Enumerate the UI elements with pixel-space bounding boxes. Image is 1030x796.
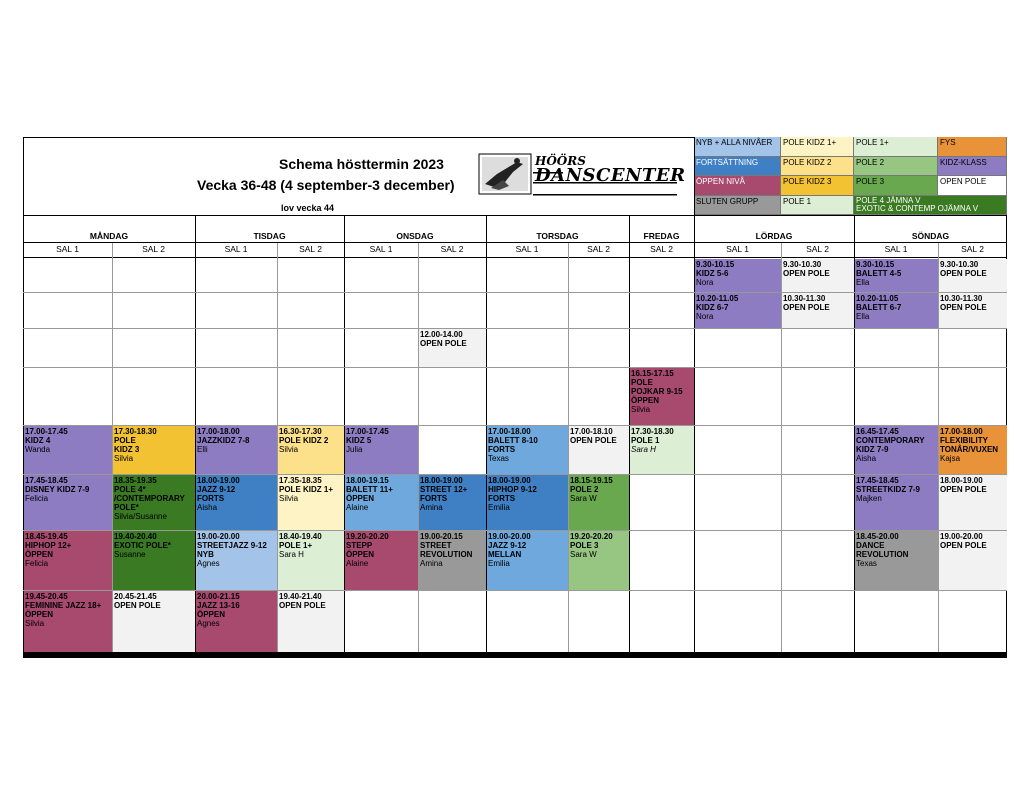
class-cell[interactable]	[24, 591, 112, 652]
class-cell[interactable]	[630, 426, 694, 474]
class-teacher: Wanda	[25, 445, 51, 454]
day-header: MÅNDAG	[89, 231, 129, 241]
class-cell[interactable]	[419, 475, 486, 530]
class-time: 18.35-19.35	[114, 476, 157, 485]
class-cell[interactable]	[196, 591, 277, 652]
day-header: TORSDAG	[536, 231, 579, 241]
class-teacher: Agnes	[197, 559, 220, 568]
class-time: 19.20-20.20	[346, 532, 389, 541]
class-time: 17.00-17.45	[25, 427, 68, 436]
class-cell[interactable]	[196, 426, 277, 474]
legend-item: POLE KIDZ 2	[781, 157, 854, 176]
class-name: DISNEY KIDZ 7-9	[25, 485, 90, 494]
sal-header: SAL 1	[56, 244, 79, 254]
class-name: POLE 4*	[114, 485, 146, 494]
class-cell[interactable]	[487, 475, 568, 530]
class-name: /CONTEMPORARY	[114, 494, 185, 503]
class-name: KIDZ 6-7	[696, 303, 729, 312]
class-name: NYB	[197, 550, 214, 559]
class-time: 9.30-10.30	[783, 260, 822, 269]
legend-item: POLE 1	[781, 196, 854, 215]
class-cell[interactable]	[939, 259, 1007, 292]
class-cell[interactable]	[782, 259, 854, 292]
class-teacher: Sara W	[570, 550, 597, 559]
class-teacher: Texas	[488, 454, 509, 463]
class-teacher: Silvia	[279, 445, 299, 454]
class-time: 19.45-20.45	[25, 592, 68, 601]
legend-item: FORTSÄTTNING	[694, 157, 781, 176]
class-cell[interactable]	[113, 475, 195, 530]
class-name: TONÅR/VUXEN	[940, 445, 999, 454]
class-name: KIDZ 5	[346, 436, 372, 445]
class-time: 20.00-21.15	[197, 592, 240, 601]
sal-header: SAL 2	[961, 244, 984, 254]
class-name: POLE*	[114, 503, 139, 512]
legend-item: POLE 4 JÄMNA V EXOTIC & CONTEMP OJÄMNA V	[854, 196, 1007, 215]
class-time: 16.15-17.15	[631, 369, 674, 378]
class-name: FORTS	[197, 494, 225, 503]
class-time: 10.20-11.05	[856, 294, 899, 303]
class-teacher: Susanne	[114, 550, 146, 559]
class-name: ÖPPEN	[346, 494, 375, 503]
class-name: FEMININE JAZZ 18+	[25, 601, 102, 610]
legend-item: OPEN POLE	[938, 176, 1007, 196]
class-cell[interactable]	[419, 329, 486, 367]
class-cell[interactable]	[196, 531, 277, 590]
class-time: 17.00-18.00	[197, 427, 240, 436]
class-name: HIPHOP 9-12	[488, 485, 537, 494]
page-subtitle: Vecka 36-48 (4 september-3 december)	[197, 177, 455, 193]
class-cell[interactable]	[939, 531, 1007, 590]
sal-header: SAL 2	[440, 244, 464, 254]
class-name: JAZZ 9-12	[197, 485, 236, 494]
sal-header: SAL 2	[650, 244, 673, 254]
class-name: OPEN POLE	[940, 303, 987, 312]
class-teacher: Agnes	[197, 619, 220, 628]
class-cell[interactable]	[278, 591, 344, 652]
class-name: ÖPPEN	[25, 550, 54, 559]
grid-hline	[23, 328, 1007, 329]
class-name: BALETT 11+	[346, 485, 393, 494]
class-name: ÖPPEN	[631, 396, 660, 405]
class-time: 19.00-20.00	[488, 532, 531, 541]
class-cell[interactable]	[855, 475, 938, 530]
class-time: 17.45-18.45	[856, 476, 899, 485]
class-cell[interactable]	[695, 293, 781, 328]
class-time: 17.00-18.00	[488, 427, 531, 436]
class-name: MELLAN	[488, 550, 522, 559]
class-cell[interactable]	[345, 426, 418, 474]
class-name: DANCE	[856, 541, 885, 550]
logo-text-top: HÖÖRS	[535, 154, 586, 168]
class-name: ÖPPEN	[346, 550, 375, 559]
class-teacher: Texas	[856, 559, 877, 568]
class-name: OPEN POLE	[940, 269, 987, 278]
class-name: EXOTIC POLE*	[114, 541, 171, 550]
sal-header: SAL 1	[884, 244, 908, 254]
class-name: ÖPPEN	[197, 610, 226, 619]
class-name: OPEN POLE	[783, 303, 830, 312]
legend-item: ÖPPEN NIVÅ	[694, 176, 781, 196]
class-name: OPEN POLE	[940, 485, 987, 494]
class-cell[interactable]	[939, 426, 1007, 474]
class-teacher: Amina	[420, 559, 443, 568]
class-name: REVOLUTION	[420, 550, 473, 559]
class-name: OPEN POLE	[940, 541, 987, 550]
bottom-bar	[23, 652, 1007, 658]
class-time: 18.45-20.00	[856, 532, 899, 541]
class-teacher: Silvia	[114, 454, 134, 463]
class-time: 10.30-11.30	[783, 294, 826, 303]
class-time: 17.00-18.10	[570, 427, 613, 436]
class-time: 17.00-17.45	[346, 427, 389, 436]
day-header: LÖRDAG	[755, 231, 793, 241]
class-cell[interactable]	[939, 293, 1007, 328]
class-name: POJKAR 9-15	[631, 387, 683, 396]
sal-header: SAL 1	[224, 244, 248, 254]
class-name: FORTS	[420, 494, 448, 503]
legend-item: NYB + ALLA NIVÅER	[694, 137, 781, 157]
class-teacher: Ella	[856, 312, 870, 321]
class-name: POLE	[114, 436, 136, 445]
holiday-note: lov vecka 44	[281, 203, 335, 213]
class-teacher: Majken	[856, 494, 882, 503]
sal-divider	[23, 257, 1007, 258]
class-teacher: Aisha	[197, 503, 218, 512]
class-cell[interactable]	[345, 475, 418, 530]
header-divider	[23, 215, 1007, 216]
class-name: FORTS	[488, 445, 516, 454]
class-time: 17.35-18.35	[279, 476, 322, 485]
class-cell[interactable]	[569, 531, 629, 590]
class-time: 19.00-20.00	[197, 532, 240, 541]
class-name: BALETT 4-5	[856, 269, 902, 278]
class-cell[interactable]	[569, 475, 629, 530]
sal-header: SAL 1	[369, 244, 393, 254]
day-header: TISDAG	[253, 231, 286, 241]
class-time: 9.30-10.15	[856, 260, 895, 269]
class-name: POLE 1+	[279, 541, 313, 550]
class-cell[interactable]	[113, 426, 195, 474]
class-time: 9.30-10.15	[696, 260, 735, 269]
class-teacher: Sara W	[570, 494, 597, 503]
legend-item: POLE KIDZ 3	[781, 176, 854, 196]
class-name: BALETT 6-7	[856, 303, 902, 312]
class-name: CONTEMPORARY	[856, 436, 925, 445]
class-name: POLE 2	[570, 485, 599, 494]
class-cell[interactable]	[24, 475, 112, 530]
class-name: POLE KIDZ 2	[279, 436, 329, 445]
class-cell[interactable]	[939, 475, 1007, 530]
class-name: POLE	[631, 378, 653, 387]
legend-item: POLE 2	[854, 157, 938, 176]
class-time: 18.00-19.00	[940, 476, 983, 485]
class-name: BALETT 8-10	[488, 436, 538, 445]
day-header: ONSDAG	[396, 231, 434, 241]
day-header: FREDAG	[643, 231, 680, 241]
class-time: 18.00-19.00	[420, 476, 463, 485]
class-cell[interactable]	[345, 531, 418, 590]
class-cell[interactable]	[855, 531, 938, 590]
class-teacher: Nora	[696, 312, 714, 321]
sal-header: SAL 2	[806, 244, 829, 254]
class-cell[interactable]	[24, 531, 112, 590]
class-cell[interactable]	[113, 531, 195, 590]
class-cell[interactable]	[855, 293, 938, 328]
class-teacher: Silvia/Susanne	[114, 512, 167, 521]
class-teacher: Ella	[856, 278, 870, 287]
class-time: 19.20-20.20	[570, 532, 613, 541]
class-time: 17.30-18.30	[114, 427, 157, 436]
class-time: 12.00-14.00	[420, 330, 463, 339]
legend-item: POLE 1+	[854, 137, 938, 157]
class-teacher: Sara H	[631, 445, 656, 454]
class-name: STREETJAZZ 9-12	[197, 541, 267, 550]
class-teacher: Aisha	[856, 454, 877, 463]
class-name: JAZZ 9-12	[488, 541, 527, 550]
class-time: 19.40-20.40	[114, 532, 157, 541]
class-name: STREETKIDZ 7-9	[856, 485, 921, 494]
class-name: STEPP	[346, 541, 373, 550]
class-name: JAZZ 13-16	[197, 601, 240, 610]
class-time: 17.30-18.30	[631, 427, 674, 436]
class-name: KIDZ 5-6	[696, 269, 729, 278]
class-cell[interactable]	[278, 426, 344, 474]
class-time: 20.45-21.45	[114, 592, 157, 601]
class-name: OPEN POLE	[420, 339, 467, 348]
class-cell[interactable]	[196, 475, 277, 530]
class-teacher: Alaine	[346, 503, 369, 512]
class-time: 17.00-18.00	[940, 427, 983, 436]
class-cell[interactable]	[419, 531, 486, 590]
class-time: 18.45-19.45	[25, 532, 68, 541]
class-time: 17.45-18.45	[25, 476, 68, 485]
grid-hline	[23, 367, 1007, 368]
class-time: 16.30-17.30	[279, 427, 322, 436]
class-name: FORTS	[488, 494, 516, 503]
class-name: FLEXIBILITY	[940, 436, 988, 445]
class-teacher: Emilia	[488, 503, 510, 512]
danscenter-logo	[477, 152, 686, 196]
class-teacher: Sara H	[279, 550, 304, 559]
class-time: 16.45-17.45	[856, 427, 899, 436]
sal-header: SAL 2	[587, 244, 610, 254]
class-time: 18.15-19.15	[570, 476, 613, 485]
class-teacher: Felicia	[25, 494, 49, 503]
class-cell[interactable]	[278, 531, 344, 590]
class-time: 10.30-11.30	[940, 294, 983, 303]
legend-item: POLE KIDZ 1+	[781, 137, 854, 157]
class-name: KIDZ 3	[114, 445, 140, 454]
class-name: OPEN POLE	[570, 436, 617, 445]
class-teacher: Silvia	[279, 494, 299, 503]
legend-item: SLUTEN GRUPP	[694, 196, 781, 215]
class-teacher: Nora	[696, 278, 714, 287]
class-teacher: Julia	[346, 445, 363, 454]
day-header: SÖNDAG	[911, 231, 950, 241]
class-time: 10.20-11.05	[696, 294, 739, 303]
sal-header: SAL 2	[142, 244, 165, 254]
class-time: 18.00-19.00	[488, 476, 531, 485]
legend-item: POLE 3	[854, 176, 938, 196]
class-name: HIPHOP 12+	[25, 541, 72, 550]
class-teacher: Kajsa	[940, 454, 961, 463]
page-title: Schema hösttermin 2023	[279, 156, 444, 172]
class-cell[interactable]	[695, 259, 781, 292]
class-teacher: Silvia	[631, 405, 651, 414]
class-name: POLE 1	[631, 436, 660, 445]
class-name: POLE KIDZ 1+	[279, 485, 334, 494]
class-cell[interactable]	[855, 426, 938, 474]
class-name: JAZZKIDZ 7-8	[197, 436, 250, 445]
class-name: OPEN POLE	[114, 601, 161, 610]
class-time: 18.40-19.40	[279, 532, 322, 541]
class-name: KIDZ 7-9	[856, 445, 889, 454]
class-time: 18.00-19.15	[346, 476, 389, 485]
class-cell[interactable]	[630, 368, 694, 425]
legend-divider	[694, 137, 695, 216]
class-name: POLE 3	[570, 541, 599, 550]
days-divider	[23, 242, 1007, 243]
class-cell[interactable]	[855, 259, 938, 292]
class-cell[interactable]	[782, 293, 854, 328]
class-name: OPEN POLE	[279, 601, 326, 610]
logo-text-bottom: DANSCENTER	[535, 165, 686, 186]
sal-header: SAL 2	[299, 244, 322, 254]
class-time: 19.00-20.15	[420, 532, 463, 541]
class-name: STREET	[420, 541, 452, 550]
class-cell[interactable]	[113, 591, 195, 652]
class-time: 9.30-10.30	[940, 260, 979, 269]
legend-item: KIDZ-KLASS	[938, 157, 1007, 176]
class-cell[interactable]	[569, 426, 629, 474]
class-time: 19.40-21.40	[279, 592, 322, 601]
class-name: STREET 12+	[420, 485, 468, 494]
class-time: 19.00-20.00	[940, 532, 983, 541]
class-teacher: Emilia	[488, 559, 510, 568]
sal-header: SAL 1	[515, 244, 539, 254]
class-teacher: Silvia	[25, 619, 45, 628]
legend-item: FYS	[938, 137, 1007, 157]
class-name: KIDZ 4	[25, 436, 51, 445]
class-teacher: Amina	[420, 503, 443, 512]
class-name: OPEN POLE	[783, 269, 830, 278]
class-teacher: Alaine	[346, 559, 369, 568]
class-cell[interactable]	[278, 475, 344, 530]
class-cell[interactable]	[487, 426, 568, 474]
class-name: ÖPPEN	[25, 610, 54, 619]
class-name: REVOLUTION	[856, 550, 909, 559]
sal-header: SAL 1	[726, 244, 749, 254]
class-cell[interactable]	[24, 426, 112, 474]
class-time: 18.00-19.00	[197, 476, 240, 485]
class-teacher: Elli	[197, 445, 208, 454]
class-cell[interactable]	[487, 531, 568, 590]
class-teacher: Felicia	[25, 559, 49, 568]
